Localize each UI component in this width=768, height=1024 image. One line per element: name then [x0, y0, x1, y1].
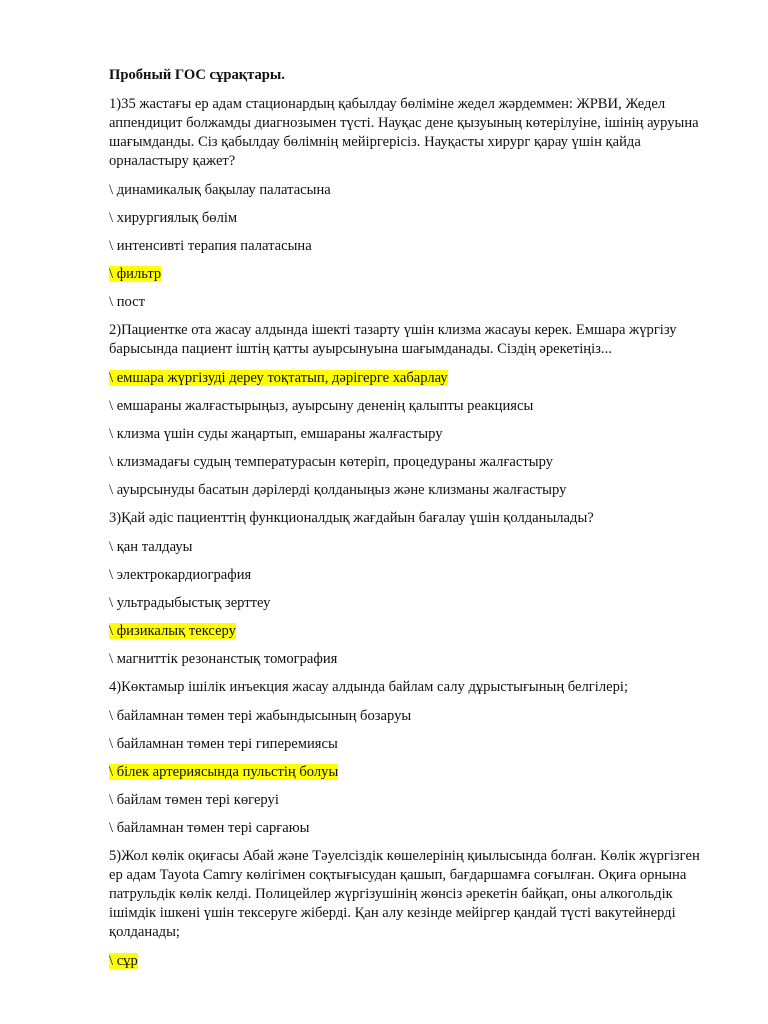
answer-option-label: \ сұр	[109, 953, 138, 969]
answer-option	[109, 735, 708, 754]
answer-option-label: \ байламнан төмен тері жабындысының бозаруы	[109, 708, 412, 724]
answer-option	[109, 293, 708, 312]
answer-option-label: \ клизмадағы судың температурасын көтеріп, процедураны жалғастыру	[109, 454, 553, 470]
answer-option-label: \ клизма үшін суды жаңартып, емшараны жалғастыру	[109, 426, 443, 442]
question-list	[109, 95, 708, 971]
question-text: 4)Көктамыр ішілік инъекция жасау алдында байлам салу дұрыстығының белгілері;	[109, 679, 629, 695]
answer-option-label: \ байламнан төмен тері гиперемиясы	[109, 736, 338, 752]
answer-option	[109, 453, 708, 472]
answer-option-label: \ физикалық тексеру	[109, 623, 236, 639]
answer-option-label: \ ауырсынуды басатын дәрілерді қолданыңыз және клизманы жалғастыру	[109, 482, 567, 498]
answer-option	[109, 707, 708, 726]
answer-option	[109, 481, 708, 500]
answer-option-label: \ магниттік резонанстық томография	[109, 651, 338, 667]
question-text: 2)Пациентке ота жасау алдында ішекті тазарту үшін клизма жасауы керек. Емшара жүргізу барысында пациент іштің қатты ауырсынуына шағымданады. Сіздің әрекетіңіз...	[109, 322, 677, 357]
question-text: 3)Қай әдіс пациенттің функционалдық жағдайын бағалау үшін қолданылады?	[109, 510, 594, 526]
answer-option-label: \ қан талдауы	[109, 539, 193, 555]
answer-option-correct	[109, 763, 708, 782]
answer-option-label: \ динамикалық бақылау палатасына	[109, 182, 331, 198]
answer-option	[109, 538, 708, 557]
answer-option-label: \ білек артериясында пульстің болуы	[109, 764, 339, 780]
document-title: Пробный ГОС сұрақтары.	[109, 67, 285, 83]
answer-option-label: \ байламнан төмен тері сарғаюы	[109, 820, 310, 836]
answer-option-correct	[109, 952, 708, 971]
answer-option-label: \ байлам төмен тері көгеруі	[109, 792, 279, 808]
answer-option	[109, 397, 708, 416]
answer-option-label: \ фильтр	[109, 266, 162, 282]
answer-option-label: \ электрокардиография	[109, 567, 252, 583]
answer-option-label: \ емшара жүргізуді дереу тоқтатып, дәрігерге хабарлау	[109, 370, 448, 386]
answer-option	[109, 181, 708, 200]
answer-option-label: \ емшараны жалғастырыңыз, ауырсыну дененің қалыпты реакциясы	[109, 398, 534, 414]
answer-option-label: \ пост	[109, 294, 146, 310]
answer-option	[109, 425, 708, 444]
answer-option-correct	[109, 369, 708, 388]
answer-option-label: \ ультрадыбыстық зерттеу	[109, 595, 271, 611]
answer-option-correct	[109, 622, 708, 641]
answer-option-correct	[109, 265, 708, 284]
answer-option	[109, 650, 708, 669]
answer-option	[109, 594, 708, 613]
question-text: 1)35 жастағы ер адам стационардың қабылдау бөліміне жедел жәрдеммен: ЖРВИ, Жедел аппендицит болжамды диагнозымен түсті. Науқас дене қызуының көтерілуіне, ішінің ауруына шағымданды. Сіз қабылдау бөлімнің мейіргерісіз. Науқасты хирург қарау үшін қайда орналастыру қажет?	[109, 96, 699, 169]
answer-option	[109, 209, 708, 228]
answer-option	[109, 566, 708, 585]
answer-option	[109, 819, 708, 838]
answer-option	[109, 237, 708, 256]
answer-option-label: \ интенсивті терапия палатасына	[109, 238, 312, 254]
answer-option-label: \ хирургиялық бөлім	[109, 210, 238, 226]
answer-option	[109, 791, 708, 810]
question-text: 5)Жол көлік оқиғасы Абай және Тәуелсіздік көшелерінің қиылысында болған. Көлік жүргізген ер адам Tayota Camry көлігімен соқтығысудан қашып, бағдаршамға соғылған. Оқиға орнына патрульдік көлік келді. Полицейлер жүргізушінің жөнсіз әрекетін байқап, оны алкогольдік ішімдік ішкені үшін тексеруге жіберді. Қан алу кезінде мейіргер қандай түсті вакутейнерді қолданады;	[109, 848, 700, 940]
